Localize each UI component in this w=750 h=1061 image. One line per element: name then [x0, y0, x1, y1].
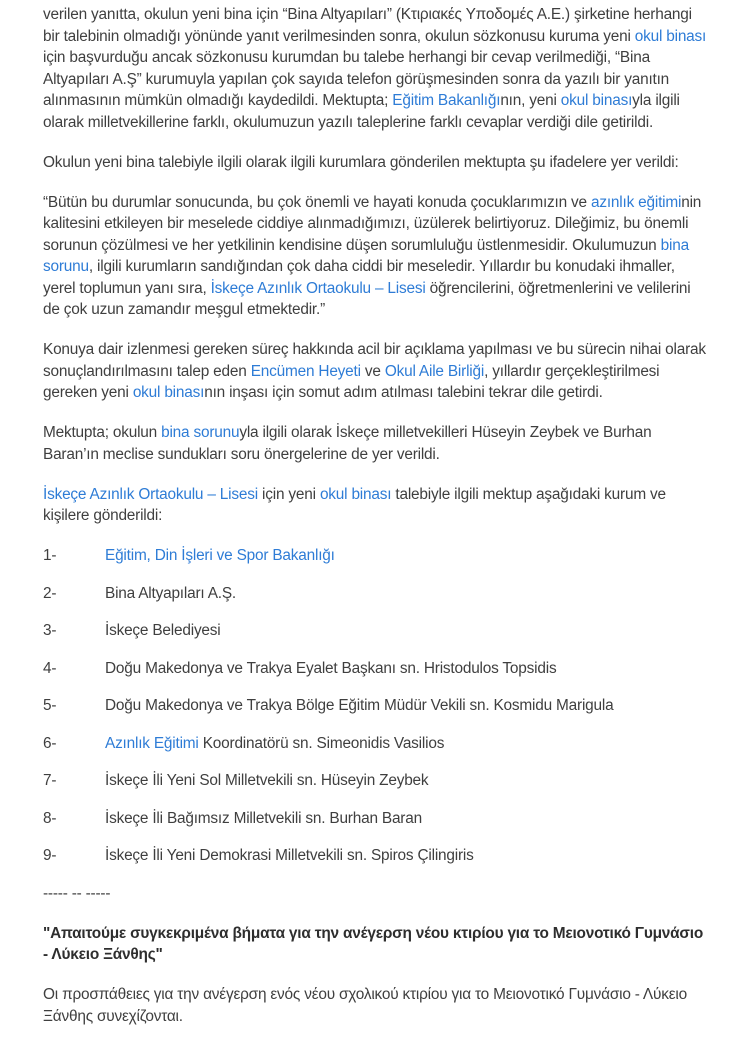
- text-segment: Doğu Makedonya ve Trakya Bölge Eğitim Müdür Vekili sn. Kosmidu Marigula: [105, 697, 614, 714]
- text-segment: Mektupta; okulun: [43, 424, 162, 441]
- inline-link[interactable]: Eğitim Bakanlığı: [392, 92, 501, 109]
- greek-heading: "Απαιτούμε συγκεκριμένα βήματα για την ανέγερση νέου κτιρίου για το Μειονοτικό Γυμνάσιο - Λύκειο Ξάνθης": [43, 924, 704, 963]
- recipients-list: [43, 545, 707, 867]
- list-item-number: 5-: [43, 697, 57, 714]
- text-segment: nın inşası için somut adım atılması talebini tekrar dile getirdi.: [204, 384, 603, 401]
- text-segment: İskeçe İli Yeni Sol Milletvekili sn. Hüseyin Zeybek: [105, 772, 429, 789]
- inline-link[interactable]: okul binası: [560, 92, 633, 109]
- text-segment: Koordinatörü sn. Simeonidis Vasilios: [198, 734, 445, 752]
- inline-link[interactable]: İskeçe Azınlık Ortaokulu – Lisesi: [210, 279, 426, 297]
- text-segment: ve: [360, 362, 385, 380]
- list-item: [43, 695, 707, 717]
- list-item: [43, 845, 707, 867]
- inline-link[interactable]: okul binası: [319, 485, 392, 503]
- text-segment: için yeni: [257, 485, 320, 503]
- list-item-text: [105, 770, 707, 792]
- list-item-number: 7-: [43, 772, 57, 789]
- list-item-number: 1-: [43, 547, 57, 564]
- inline-link[interactable]: İskeçe Azınlık Ortaokulu – Lisesi: [43, 485, 258, 503]
- paragraph: [43, 4, 707, 133]
- list-item: [43, 733, 707, 755]
- text-segment: Konuya dair izlenmesi gereken süreç hakkında acil bir açıklama yapılması ve bu sürecin nihai olarak sonuçlandırılmasını talep eden: [43, 341, 706, 380]
- text-segment: İskeçe İli Yeni Demokrasi Milletvekili sn. Spiros Çilingiris: [105, 847, 474, 864]
- list-item-text: [105, 620, 707, 642]
- text-segment: nın, yeni: [500, 92, 561, 109]
- list-item-text: [105, 658, 707, 680]
- inline-link[interactable]: okul binası: [634, 27, 707, 45]
- paragraph: [43, 484, 707, 527]
- list-item: [43, 545, 707, 567]
- paragraph: [43, 984, 707, 1027]
- list-item: [43, 770, 707, 792]
- paragraph: [43, 339, 707, 404]
- list-item-text: [105, 845, 707, 867]
- list-item: [43, 808, 707, 830]
- inline-link[interactable]: azınlık eğitimi: [590, 193, 682, 211]
- inline-link[interactable]: Encümen Heyeti: [250, 362, 361, 380]
- text-segment: Οι προσπάθειες για την ανέγερση ενός νέου σχολικού κτιρίου για το Μειονοτικό Γυμνάσιο - Λύκειο Ξάνθης συνεχίζονται.: [43, 986, 687, 1025]
- list-item-text: [105, 545, 707, 567]
- text-segment: Okulun yeni bina talebiyle ilgili olarak ilgili kurumlara gönderilen mektupta şu ifadelere yer verildi:: [43, 153, 679, 171]
- text-segment: , ilgili kurumların sandığından çok daha ciddi bir meseledir. Yıllardır bu konudaki ihmaller, yerel toplumun yanı sıra,: [43, 258, 675, 297]
- list-item-text: [105, 808, 707, 830]
- list-item-text: [105, 695, 707, 717]
- list-item-text: [105, 583, 707, 605]
- inline-link[interactable]: bina sorunu: [43, 236, 689, 275]
- list-item-number: 8-: [43, 809, 57, 827]
- text-segment: yla ilgili olarak milletvekillerine farklı, okulumuzun yazılı taleplerine farklı cevaplar verdiği dile getirildi.: [43, 92, 680, 131]
- list-item-number: 9-: [43, 847, 57, 864]
- paragraph: [43, 422, 707, 465]
- text-segment: yla ilgili olarak İskeçe milletvekilleri Hüseyin Zeybek ve Burhan Baran’ın meclise sundukları soru önergelerine de yer verildi.: [43, 424, 652, 463]
- text-segment: İskeçe İli Bağımsız Milletvekili sn. Burhan Baran: [105, 809, 422, 827]
- inline-link[interactable]: bina sorunu: [161, 424, 240, 441]
- list-item-number: 6-: [43, 734, 57, 752]
- list-item-number: 4-: [43, 659, 57, 677]
- inline-link[interactable]: okul binası: [132, 384, 205, 401]
- separator-dashes: ----- -- -----: [43, 884, 111, 902]
- text-segment: “Bütün bu durumlar sonucunda, bu çok önemli ve hayati konuda çocuklarımızın ve: [43, 193, 591, 211]
- paragraph: [43, 192, 707, 321]
- text-segment: Doğu Makedonya ve Trakya Eyalet Başkanı sn. Hristodulos Topsidis: [105, 659, 557, 677]
- text-segment: İskeçe Belediyesi: [105, 622, 221, 639]
- list-item-number: 2-: [43, 584, 57, 602]
- paragraph: [43, 152, 707, 174]
- list-item: [43, 583, 707, 605]
- text-segment: için başvurduğu ancak sözkonusu kurumdan bu talebe herhangi bir cevap verilmediği, “Bina Altyapıları A.Ş” kurumuyla yapılan çok sayıda telefon görüşmesinden sonra da yazılı bir yanıtın alınmasının mümkün olmadığı kaydedildi. Mektupta;: [43, 49, 670, 109]
- text-segment: talebiyle ilgili mektup aşağıdaki kurum ve kişilere gönderildi:: [43, 485, 666, 524]
- list-item: [43, 658, 707, 680]
- text-segment: nin kalitesini etkileyen bir meselede ciddiye alınmadığımızı, üzülerek belirtiyoruz. Dileğimiz, bu önemli sorunun çözülmesi ve her yetkilinin kendisine düşen sorumluluğu üstlenmesidir. Okulumuzun: [43, 193, 702, 254]
- list-item-number: 3-: [43, 622, 57, 639]
- list-item-text: [105, 733, 707, 755]
- inline-link[interactable]: Eğitim, Din İşleri ve Spor Bakanlığı: [105, 547, 335, 564]
- text-segment: öğrencilerini, öğretmenlerini ve velilerini de çok uzun zamandır meşgul etmektedir.”: [43, 279, 691, 318]
- inline-link[interactable]: Azınlık Eğitimi: [105, 734, 199, 752]
- text-segment: verilen yanıtta, okulun yeni bina için “Bina Altyapıları” (Κτιριακές Υποδομές Α.Ε.) şirketine herhangi bir talebinin olmadığı yönünde yanıt verilmesinden sonra, okulun sözkonusu kuruma yeni: [43, 6, 692, 45]
- text-segment: Bina Altyapıları A.Ş.: [105, 584, 236, 602]
- article-body: [43, 4, 707, 1027]
- inline-link[interactable]: Okul Aile Birliği: [384, 362, 485, 380]
- text-segment: , yıllardır gerçekleştirilmesi gereken yeni: [43, 362, 660, 401]
- list-item: [43, 620, 707, 642]
